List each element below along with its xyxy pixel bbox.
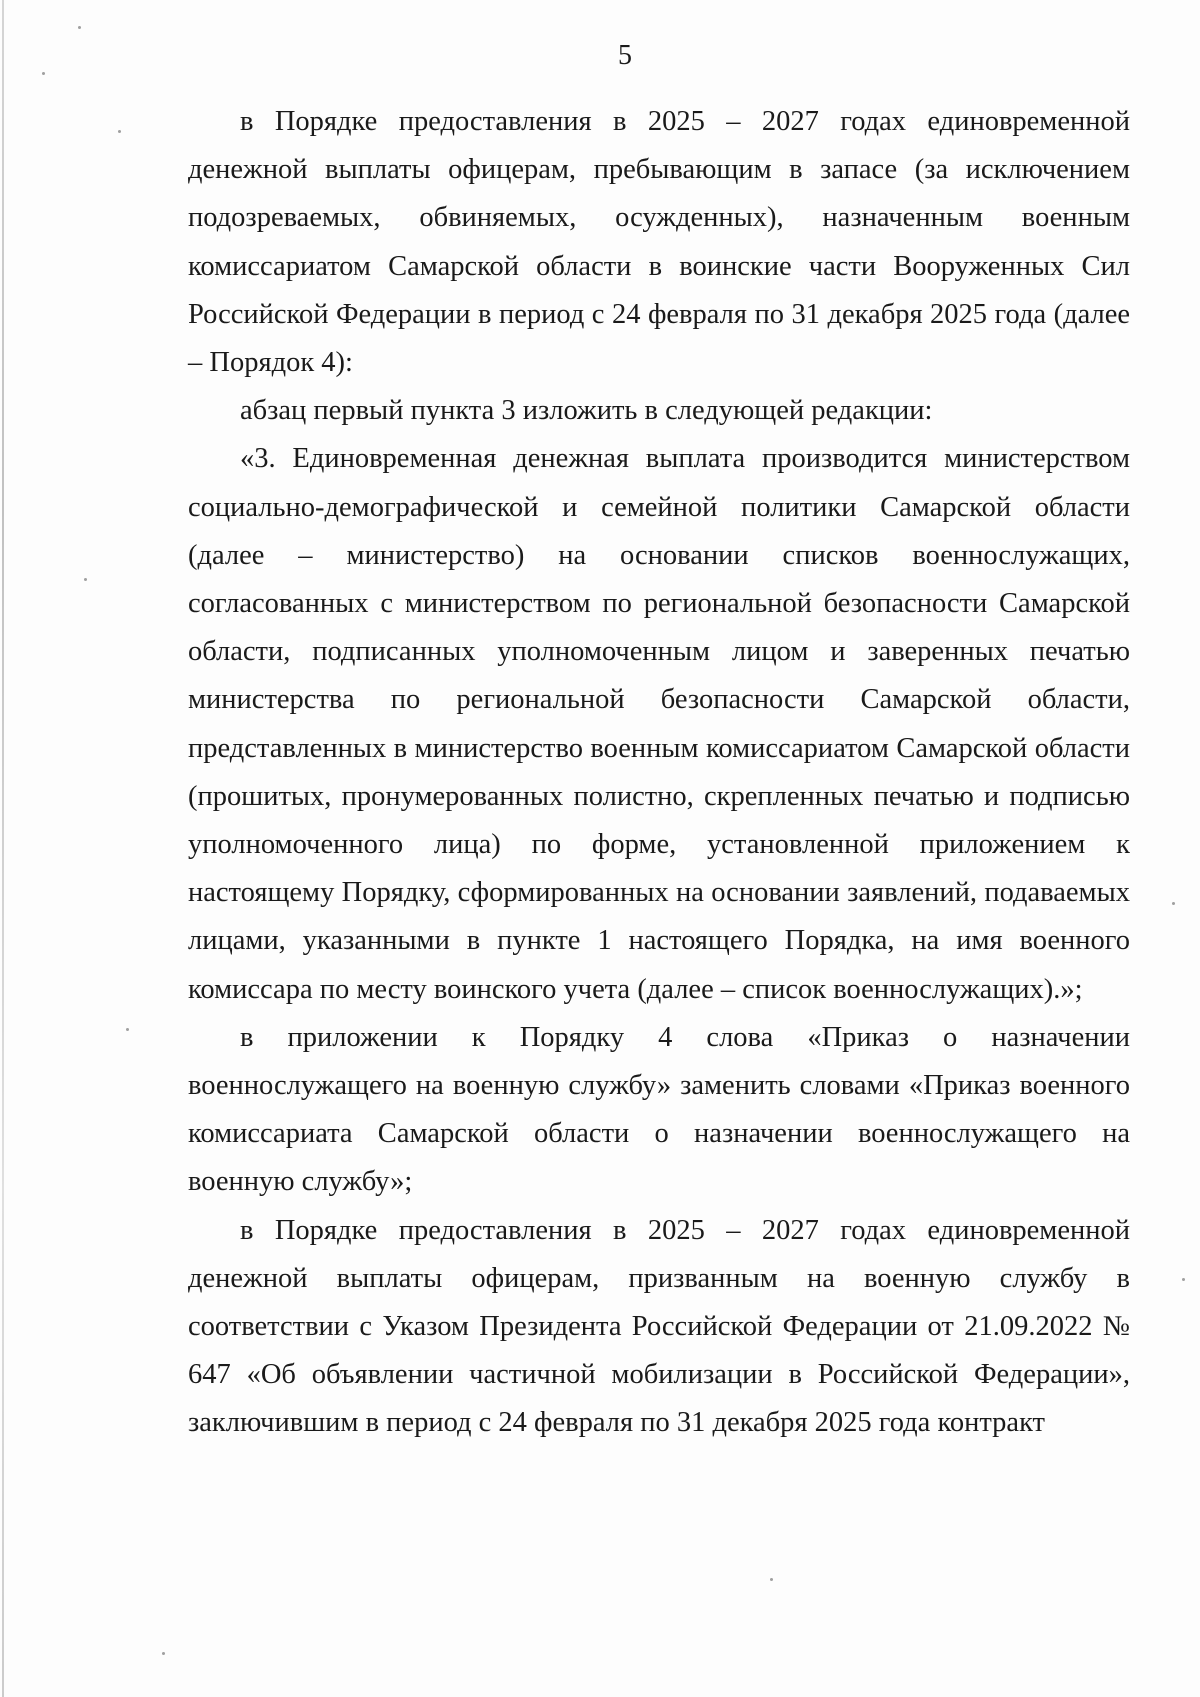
paragraph-appendix-amendment: в приложении к Порядку 4 слова «Приказ о назначении военнослужащего на военную службу» заменить словами «Приказ военного комиссариата Самарской области о назначении военнослужащего на военную службу»; [188,1021,1130,1198]
scan-speck [770,1578,773,1581]
scan-speck [42,72,45,75]
paragraph-order-4-intro: в Порядке предоставления в 2025 – 2027 годах единовременной денежной выплаты офицерам, пребывающим в запасе (за исключением подозреваемых, обвиняемых, осужденных), назначенным военным комиссариатом Самарской области в воинские части Вооруженных Сил Российской Федерации в период с 24 февраля по 31 декабря 2025 года (далее – Порядок 4): [188,106,1130,379]
paragraph-order-5-intro: в Порядке предоставления в 2025 – 2027 годах единовременной денежной выплаты офицерам, призванным на военную службу в соответствии с Указом Президента Российской Федерации от 21.09.2022 № 647 «Об объявлении частичной мобилизации в Российской Федерации», заключившим в период с 24 февраля по 31 декабря 2025 года контракт [188,1214,1130,1439]
scan-speck [78,26,81,29]
scan-speck [118,130,121,133]
document-body [188,98,1130,1448]
scan-speck [162,1652,165,1655]
page-number: 5 [618,40,632,71]
scan-speck [84,578,87,581]
scan-speck [126,1028,129,1031]
scan-page-edge [2,0,4,1697]
paragraph-clause-3: «3. Единовременная денежная выплата производится министерством социально-демографической и семейной политики Самарской области (далее – министерство) на основании списков военнослужащих, согласованных с министерством по региональной безопасности Самарской области, подписанных уполномоченным лицом и заверенных печатью министерства по региональной безопасности Самарской области, представленных в министерство военным комиссариатом Самарской области (прошитых, пронумерованных полистно, скрепленных печатью и подписью уполномоченного лица) по форме, установленной приложением к настоящему Порядку, сформированных на основании заявлений, подаваемых лицами, указанными в пункте 1 настоящего Порядка, на имя военного комиссара по месту воинского учета (далее – список военнослужащих).»; [188,443,1130,1005]
scan-speck [1172,902,1175,905]
scan-speck [1182,1278,1185,1281]
paragraph-amendment-instruction: абзац первый пункта 3 изложить в следующей редакции: [240,395,933,427]
